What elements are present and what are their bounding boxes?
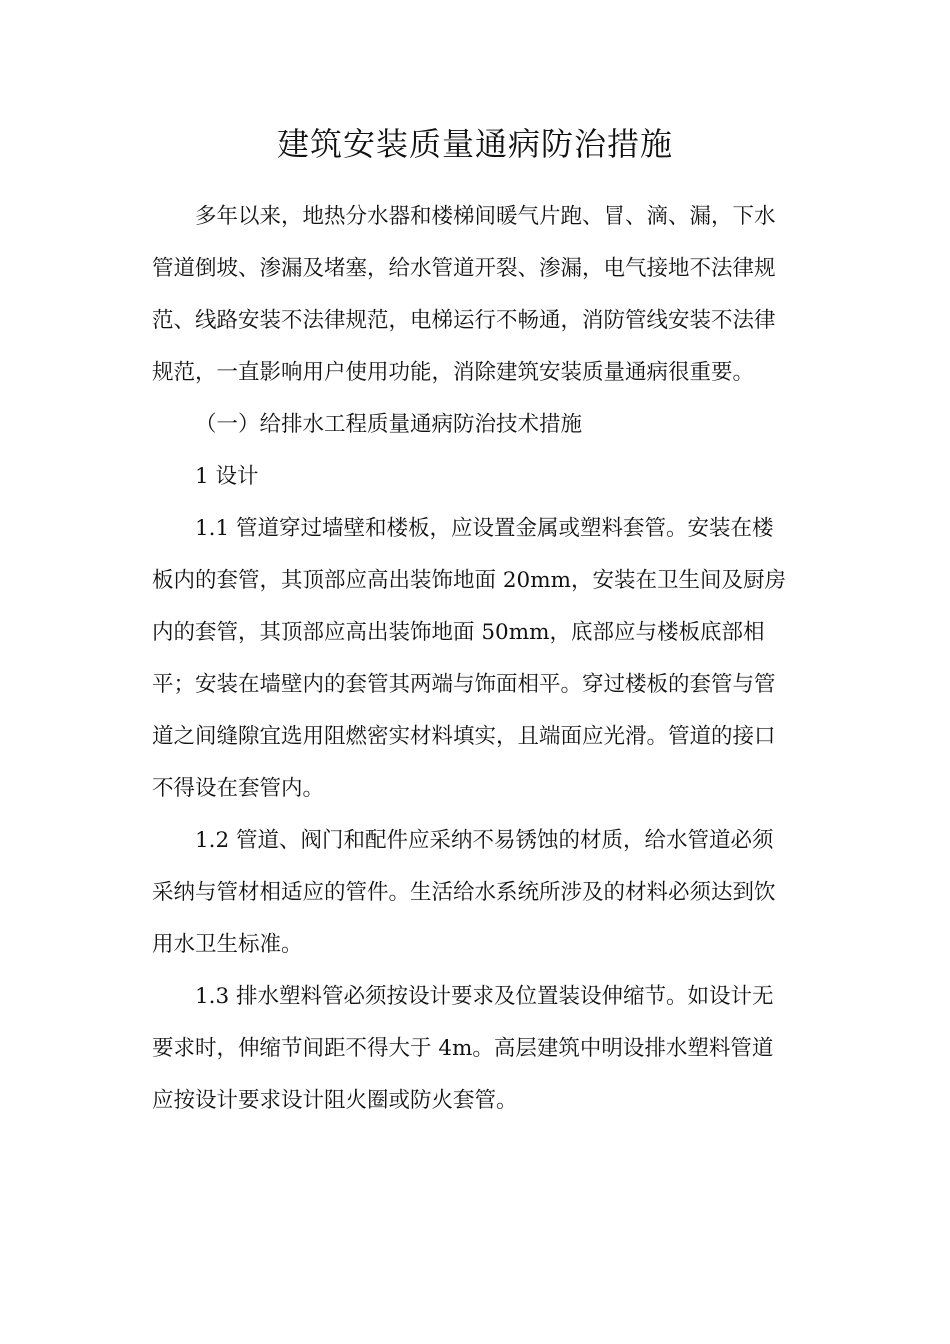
- intro-line: 多年以来，地热分水器和楼梯间暖气片跑、冒、滴、漏，下水: [195, 204, 776, 229]
- intro-line: 范、线路安装不法律规范，电梯运行不畅通，消防管线安装不法律: [152, 308, 776, 333]
- item-line: 道之间缝隙宜选用阻燃密实材料填实，且端面应光滑。管道的接口: [152, 724, 776, 749]
- item-line: 要求时，伸缩节间距不得大于 4m。高层建筑中明设排水塑料管道: [152, 1036, 774, 1061]
- item-line: 用水卫生标准。: [152, 932, 303, 957]
- item-line: 内的套管，其顶部应高出装饰地面 50mm，底部应与楼板底部相: [152, 620, 765, 645]
- section-heading: （一）给排水工程质量通病防治技术措施: [195, 412, 583, 437]
- item-line: 1.3 排水塑料管必须按设计要求及位置装设伸缩节。如设计无: [195, 984, 774, 1009]
- item-1-3-paragraph: [152, 971, 800, 1127]
- intro-line: 规范，一直影响用户使用功能，消除建筑安装质量通病很重要。: [152, 360, 755, 385]
- item-line: 板内的套管，其顶部应高出装饰地面 20mm，安装在卫生间及厨房: [152, 568, 786, 593]
- item-line: 不得设在套管内。: [152, 776, 325, 801]
- item-line: 平；安装在墙壁内的套管其两端与饰面相平。穿过楼板的套管与管: [152, 672, 776, 697]
- document-title: 建筑安装质量通病防治措施: [276, 125, 673, 163]
- item-1-1-paragraph: [152, 503, 800, 815]
- item-line: 采纳与管材相适应的管件。生活给水系统所涉及的材料必须达到饮: [152, 880, 776, 905]
- intro-line: 管道倒坡、渗漏及堵塞，给水管道开裂、渗漏，电气接地不法律规: [152, 256, 776, 281]
- document-body: [152, 191, 800, 1127]
- item-1-2-paragraph: [152, 815, 800, 971]
- subsection-heading: 1 设计: [195, 464, 259, 489]
- item-line: 1.2 管道、阀门和配件应采纳不易锈蚀的材质，给水管道必须: [195, 828, 774, 853]
- item-line: 1.1 管道穿过墙壁和楼板，应设置金属或塑料套管。安装在楼: [195, 516, 774, 541]
- intro-paragraph: [152, 191, 800, 399]
- item-line: 应按设计要求设计阻火圈或防火套管。: [152, 1088, 518, 1113]
